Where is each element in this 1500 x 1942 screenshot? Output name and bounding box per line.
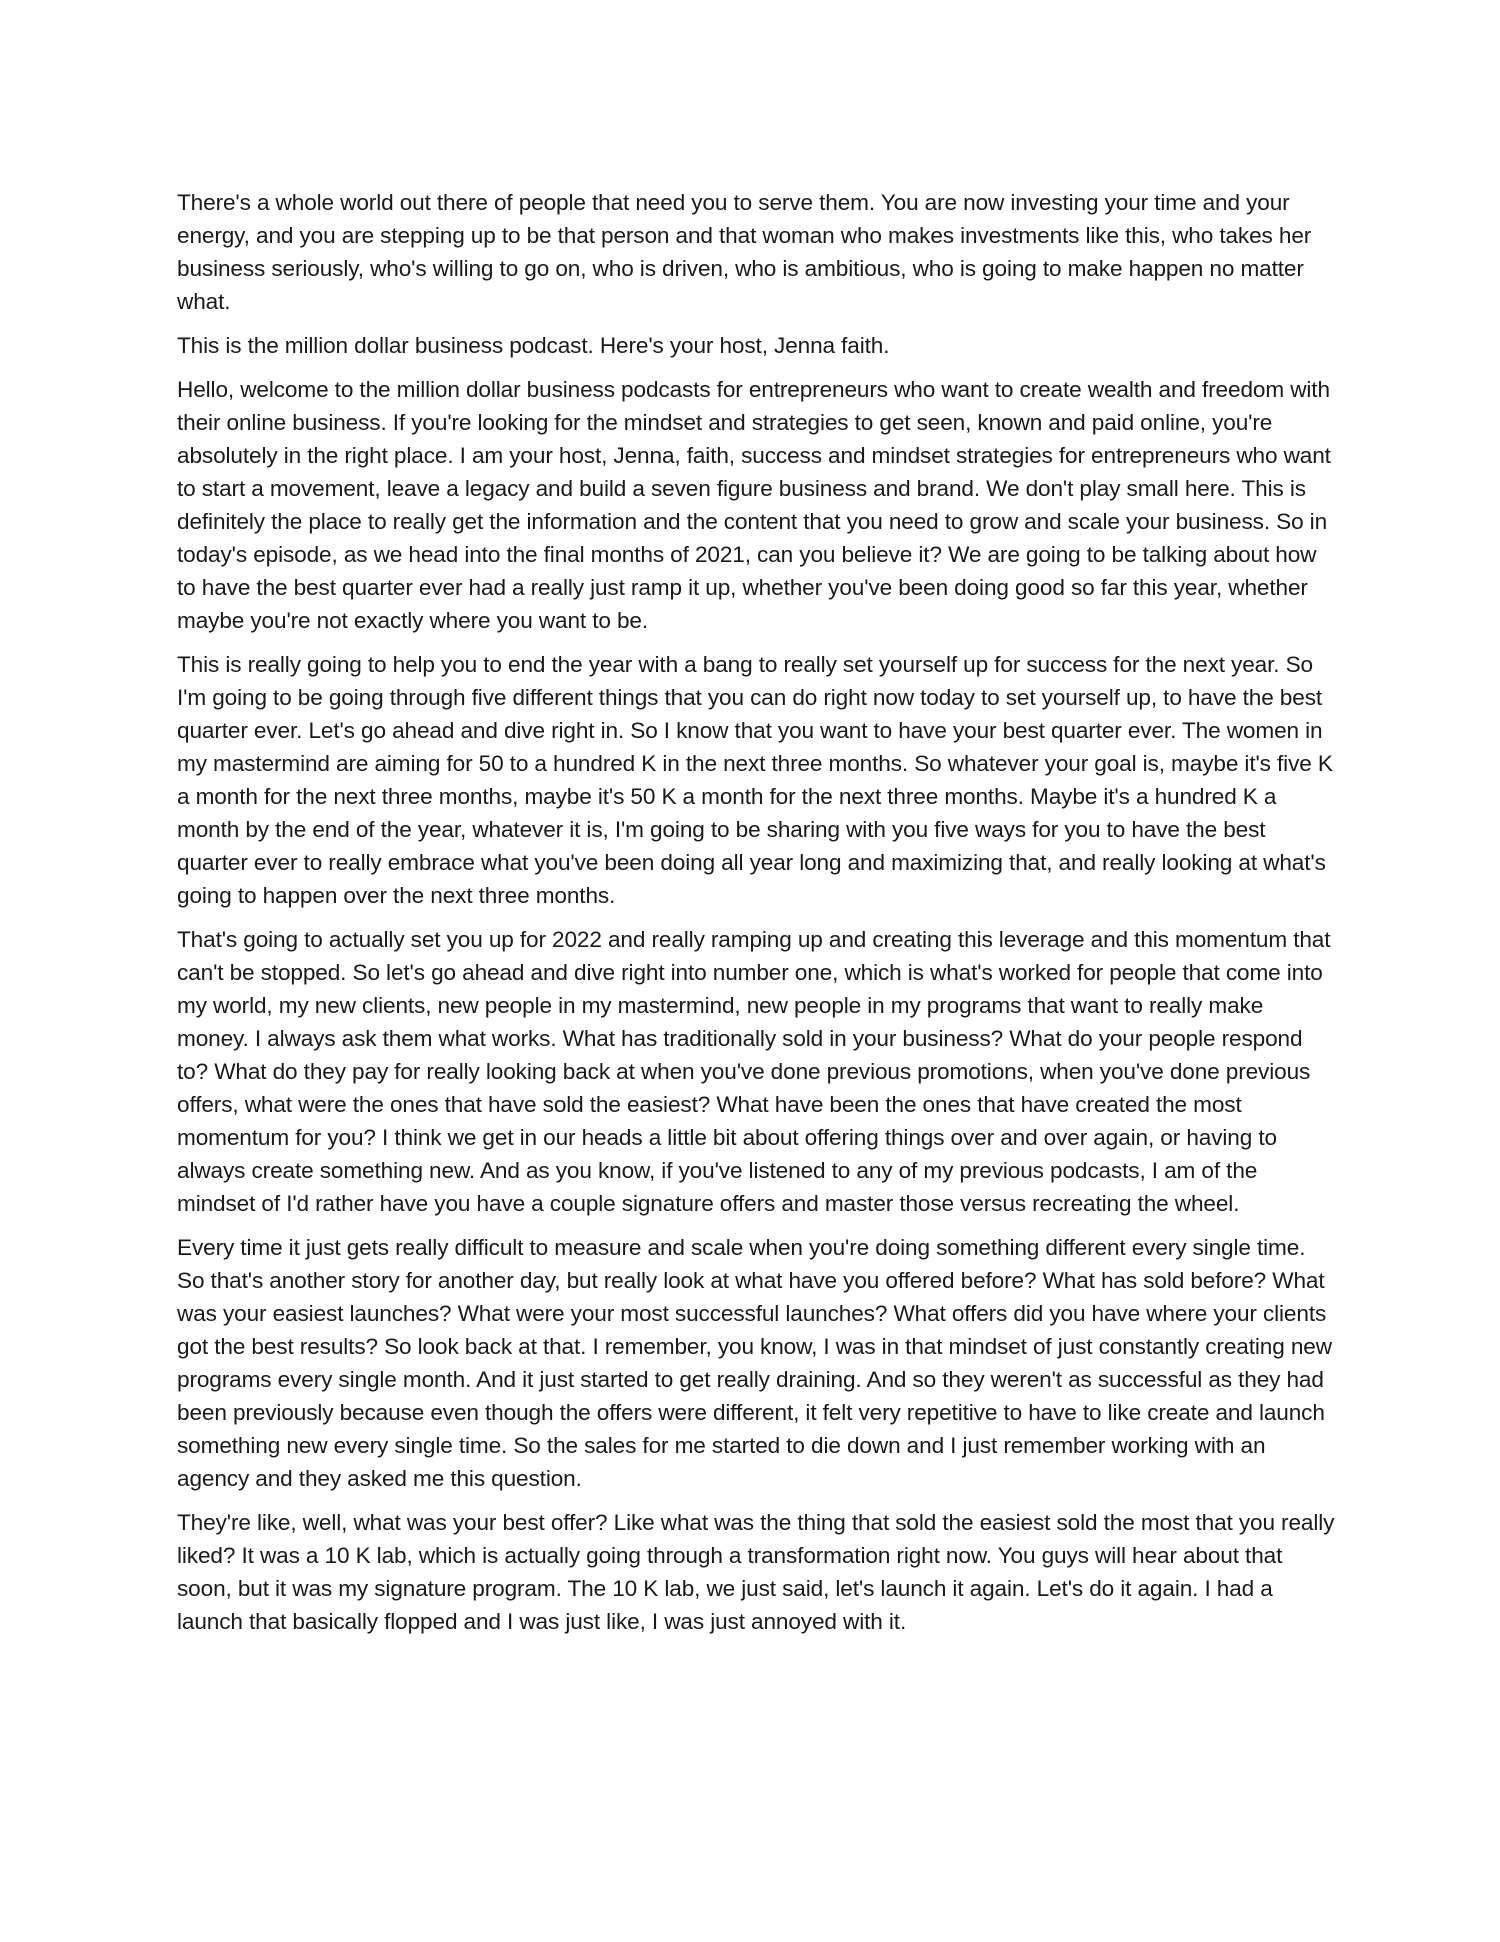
transcript-body <box>177 186 1337 1649</box>
paragraph-best-quarter: This is really going to help you to end the year with a bang to really set yourself up for success for the next year. So I'm going to be going through five different things that you can do right now today to set yourself up, to have the best quarter ever. Let's go ahead and dive right in. So I know that you want to have your best quarter ever. The women in my mastermind are aiming for 50 to a hundred K in the next three months. So whatever your goal is, maybe it's five K a month for the next three months, maybe it's 50 K a month for the next three months. Maybe it's a hundred K a month by the end of the year, whatever it is, I'm going to be sharing with you five ways for you to have the best quarter ever to really embrace what you've been doing all year long and maximizing that, and really looking at what's going to happen over the next three months. <box>177 652 1333 908</box>
paragraph-announcer: This is the million dollar business podcast. Here's your host, Jenna faith. <box>177 333 890 358</box>
paragraph-welcome: Hello, welcome to the million dollar business podcasts for entrepreneurs who want to create wealth and freedom with their online business. If you're looking for the mindset and strategies to get seen, known and paid online, you're absolutely in the right place. I am your host, Jenna, faith, success and mindset strategies for entrepreneurs who want to start a movement, leave a legacy and build a seven figure business and brand. We don't play small here. This is definitely the place to really get the information and the content that you need to grow and scale your business. So in today's episode, as we head into the final months of 2021, can you believe it? We are going to be talking about how to have the best quarter ever had a really just ramp it up, whether you've been doing good so far this year, whether maybe you're not exactly where you want to be. <box>177 377 1331 633</box>
paragraph-number-one: That's going to actually set you up for 2022 and really ramping up and creating this leverage and this momentum that can't be stopped. So let's go ahead and dive right into number one, which is what's worked for people that come into my world, my new clients, new people in my mastermind, new people in my programs that want to really make money. I always ask them what works. What has traditionally sold in your business? What do your people respond to? What do they pay for really looking back at when you've done previous promotions, when you've done previous offers, what were the ones that have sold the easiest? What have been the ones that have created the most momentum for you? I think we get in our heads a little bit about offering things over and over again, or having to always create something new. And as you know, if you've listened to any of my previous podcasts, I am of the mindset of I'd rather have you have a couple signature offers and master those versus recreating the wheel. <box>177 927 1331 1216</box>
paragraph-look-back: Every time it just gets really difficult to measure and scale when you're doing something different every single time. So that's another story for another day, but really look at what have you offered before? What has sold before? What was your easiest launches? What were your most successful launches? What offers did you have where your clients got the best results? So look back at that. I remember, you know, I was in that mindset of just constantly creating new programs every single month. And it just started to get really draining. And so they weren't as successful as they had been previously because even though the offers were different, it felt very repetitive to have to like create and launch something new every single time. So the sales for me started to die down and I just remember working with an agency and they asked me this question. <box>177 1235 1332 1491</box>
paragraph-intro: There's a whole world out there of people that need you to serve them. You are now investing your time and your energy, and you are stepping up to be that person and that woman who makes investments like this, who takes her business seriously, who's willing to go on, who is driven, who is ambitious, who is going to make happen no matter what. <box>177 190 1312 314</box>
paragraph-best-offer: They're like, well, what was your best offer? Like what was the thing that sold the easiest sold the most that you really liked? It was a 10 K lab, which is actually going through a transformation right now. You guys will hear about that soon, but it was my signature program. The 10 K lab, we just said, let's launch it again. Let's do it again. I had a launch that basically flopped and I was just like, I was just annoyed with it. <box>177 1510 1335 1634</box>
